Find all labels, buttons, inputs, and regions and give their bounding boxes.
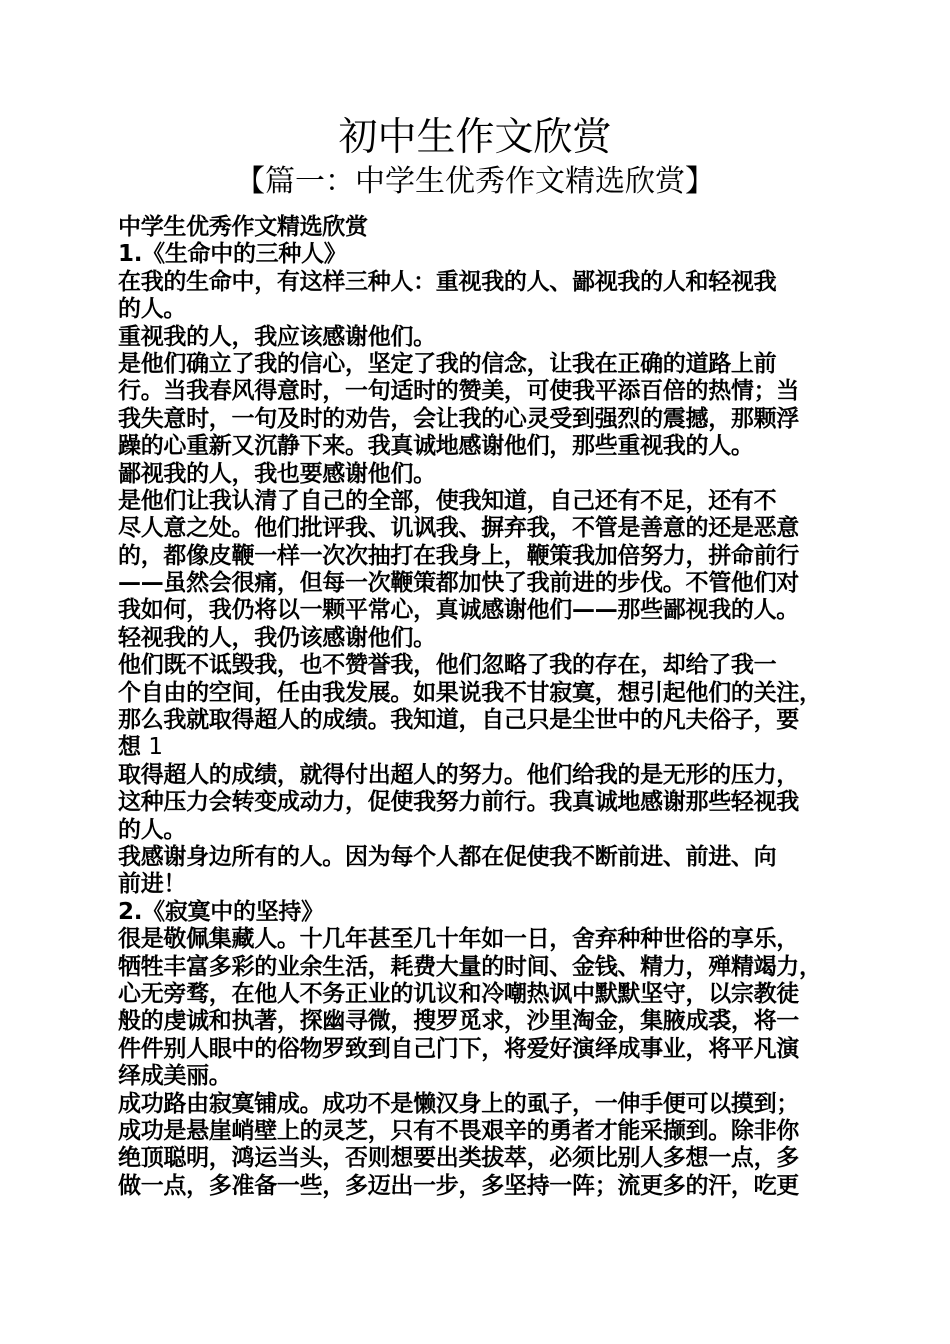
text-fragment: 想 bbox=[118, 734, 141, 761]
text-line: 躁的心重新又沉静下来。我真诚地感谢他们，那些重视我的人。 bbox=[118, 433, 754, 460]
text-line: 尽人意之处。他们批评我、讥讽我、摒弃我，不管是善意的还是恶意 bbox=[118, 515, 800, 542]
text-line: 这种压力会转变成动力，促使我努力前行。我真诚地感谢那些轻视我 bbox=[118, 789, 800, 816]
text-line: 重视我的人，我应该感谢他们。 bbox=[118, 323, 436, 350]
document-subtitle: 【篇一：中学生优秀作文精选欣赏】 bbox=[235, 164, 715, 199]
text-line: 的人。 bbox=[118, 296, 187, 323]
text-line: 我失意时，一句及时的劝告，会让我的心灵受到强烈的震撼，那颗浮 bbox=[118, 405, 800, 432]
text-line: 那么我就取得超人的成绩。我知道，自己只是尘世中的凡夫俗子，要 bbox=[118, 707, 800, 734]
text-line: 牺牲丰富多彩的业余生活，耗费大量的时间、金钱、精力，殚精竭力， bbox=[118, 953, 822, 980]
document-title: 初中生作文欣赏 bbox=[338, 115, 612, 160]
text-line: 心无旁骛，在他人不务正业的讥议和冷嘲热讽中默默坚守，以宗教徒 bbox=[118, 980, 800, 1007]
text-line: 很是敬佩集藏人。十几年甚至几十年如一日，舍弃种种世俗的享乐， bbox=[118, 926, 800, 953]
text-line: ——虽然会很痛，但每一次鞭策都加快了我前进的步伐。不管他们对 bbox=[118, 570, 800, 597]
text-line: 成功路由寂寞铺成。成功不是懒汉身上的虱子，一伸手便可以摸到； bbox=[118, 1090, 800, 1117]
text-line: 是他们确立了我的信心，坚定了我的信念，让我在正确的道路上前 bbox=[118, 350, 777, 377]
text-line: 成功是悬崖峭壁上的灵芝，只有不畏艰辛的勇者才能采撷到。除非你 bbox=[118, 1117, 800, 1144]
essay-title-1: 1.《生命中的三种人》 bbox=[118, 241, 347, 268]
text-line: 前进！ bbox=[118, 871, 187, 898]
text-line: 是他们让我认清了自己的全部，使我知道，自己还有不足，还有不 bbox=[118, 487, 777, 514]
text-line: 绎成美丽。 bbox=[118, 1063, 232, 1090]
text-line: 他们既不诋毁我，也不赞誉我，他们忽略了我的存在，却给了我一 bbox=[118, 652, 777, 679]
text-line: 行。当我春风得意时，一句适时的赞美，可使我平添百倍的热情；当 bbox=[118, 378, 800, 405]
text-line: 取得超人的成绩，就得付出超人的努力。他们给我的是无形的压力， bbox=[118, 761, 800, 788]
text-line: 件件别人眼中的俗物罗致到自己门下，将爱好演绎成事业，将平凡演 bbox=[118, 1035, 800, 1062]
text-line: 个自由的空间，任由我发展。如果说我不甘寂寞，想引起他们的关注， bbox=[118, 679, 822, 706]
section-heading: 中学生优秀作文精选欣赏 bbox=[118, 214, 368, 240]
text-line: 绝顶聪明，鸿运当头，否则想要出类拔萃，必须比别人多想一点，多 bbox=[118, 1145, 800, 1172]
text-line: 鄙视我的人，我也要感谢他们。 bbox=[118, 460, 436, 487]
text-line-with-page-number bbox=[118, 734, 858, 761]
text-line: 般的虔诚和执著，探幽寻微，搜罗觅求，沙里淘金，集腋成裘，将一 bbox=[118, 1008, 800, 1035]
text-line: 我感谢身边所有的人。因为每个人都在促使我不断前进、前进、向 bbox=[118, 843, 777, 870]
text-line: 在我的生命中，有这样三种人：重视我的人、鄙视我的人和轻视我 bbox=[118, 268, 777, 295]
text-line: 我如何，我仍将以一颗平常心，真诚感谢他们——那些鄙视我的人。 bbox=[118, 597, 800, 624]
document-body bbox=[118, 214, 858, 1200]
text-line: 做一点，多准备一些，多迈出一步，多坚持一阵；流更多的汗，吃更 bbox=[118, 1172, 800, 1199]
text-line: 轻视我的人，我仍该感谢他们。 bbox=[118, 624, 436, 651]
essay-title-2: 2.《寂寞中的坚持》 bbox=[118, 898, 324, 925]
page-number: 1 bbox=[148, 734, 163, 761]
text-line: 的，都像皮鞭一样一次次抽打在我身上，鞭策我加倍努力，拼命前行 bbox=[118, 542, 800, 569]
text-line: 的人。 bbox=[118, 816, 187, 843]
